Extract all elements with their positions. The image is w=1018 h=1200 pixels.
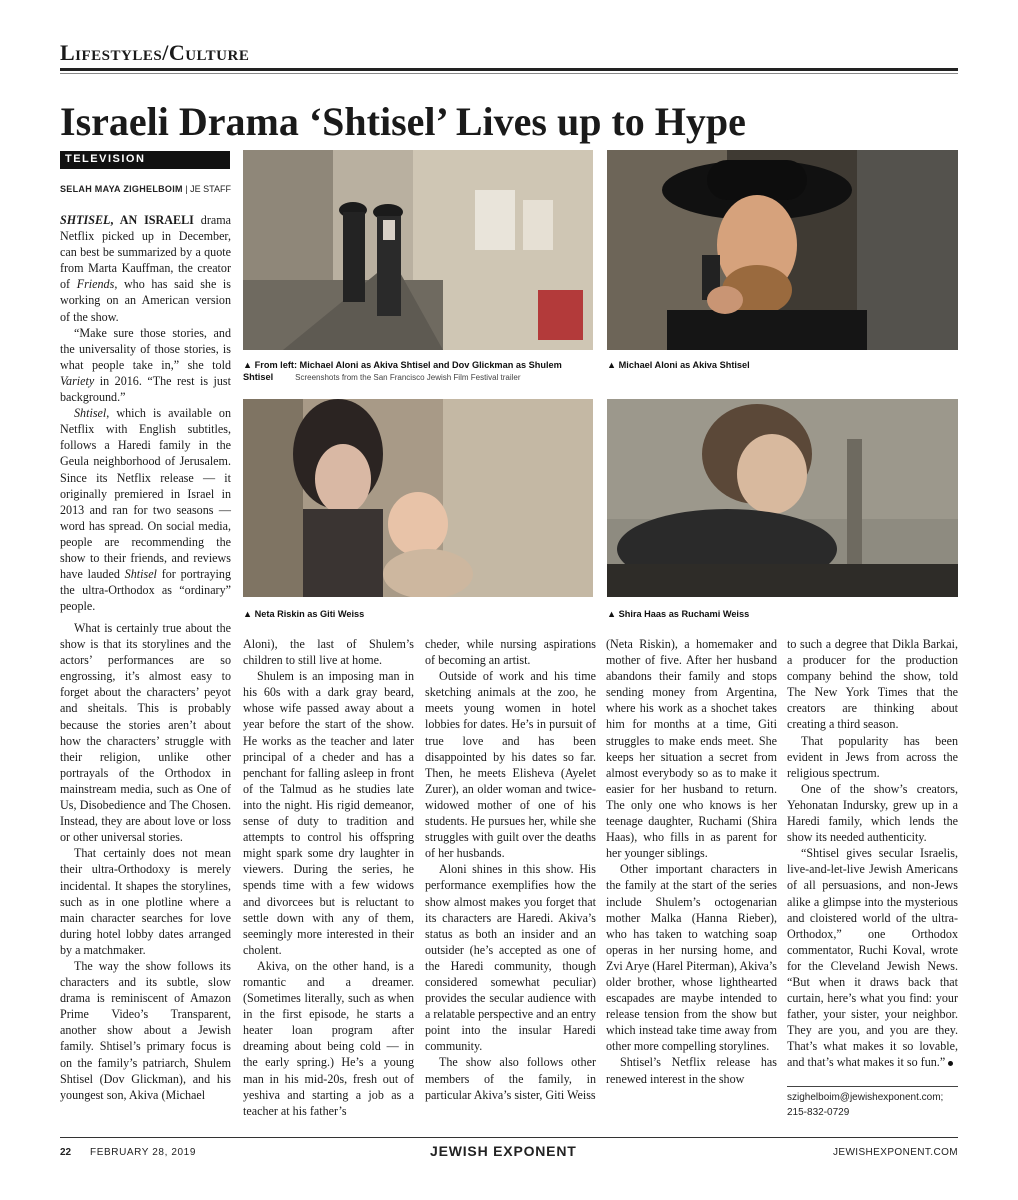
article-paragraph: Aloni shines in this show. His performance exemplifies how the show almost makes you forget that its characters are Haredi. Akiva’s status as both an insider and an outsider (he’s accepted as one of the Haredi community, though considered somewhat peculiar) provides the secular audience with a relatable perspective and an entry point into the insular Haredi community. <box>425 862 596 1054</box>
article-column-1-lower <box>60 620 231 1103</box>
headline: Israeli Drama ‘Shtisel’ Lives up to Hype <box>60 99 746 144</box>
page-number: 22 <box>60 1147 72 1158</box>
end-mark-icon <box>948 1061 953 1066</box>
article-paragraph: What is certainly true about the show is that its storylines and the actors’ performances are so engrossing, it’s almost easy to forget about the characters’ peyot and sheitals. This is probably because the stories aren’t about how the characters’ struggle with their religion, unlike other portrayals of the Orthodox in mainstream media, such as One of Us, Disobedience and The Chosen. Instead, they are about love or loss or other universal stories. <box>60 621 231 845</box>
article-paragraph: Other important characters in the family at the start of the series include Shulem’s octogenarian mother Malka (Hanna Rieber), who has taken to watching soap operas in her nursing home, and Zvi Arye (Harel Piterman), Akiva’s older brother, whose lighthearted escapades are maybe intended to release tension from the show but which instead take time away from other more compelling storylines. <box>606 862 777 1054</box>
article-paragraph: (Neta Riskin), a homemaker and mother of five. After her husband abandons their family and stops sending money from Argentina, where his work as a shochet takes him for months at a time, Giti struggles to make ends meet. She keeps her situation a secret from almost everybody so as to make it easier for her husband to return. The only one who knows is her teenage daughter, Ruchami (Shira Haas), who fills in as parent for her younger siblings. <box>606 637 777 861</box>
article-paragraph: The way the show follows its characters and its subtle, slow drama is reminiscent of Amazon Prime Video’s Transparent, another show about a Jewish family. Shtisel’s primary focus is on the family’s patriarch, Shulem Shtisel (Dov Glickman), and his youngest son, Akiva (Michael <box>60 958 231 1102</box>
article-paragraph: One of the show’s creators, Yehonatan Indursky, grew up in a Haredi family, which lends the show its needed authenticity. <box>787 781 958 845</box>
photo-credit: Screenshots from the San Francisco Jewish Film Festival trailer <box>295 373 521 382</box>
photo-man-on-phone <box>607 150 958 350</box>
author-name: SELAH MAYA ZIGHELBOIM <box>60 184 183 194</box>
photo-caption: ▲ Michael Aloni as Akiva Shtisel <box>607 360 750 370</box>
article-paragraph: Outside of work and his time sketching animals at the zoo, he meets young women in hotel lobbies for dates. He’s in pursuit of true love and has been disappointed by his dates so far. Then, he meets Elisheva (Ayelet Zurer), an older woman and twice-widowed mother of one of his students. He pursues her, while she struggles with guilt over the deaths of her husbands. <box>425 669 596 861</box>
photo-two-men-walking-stairs <box>243 150 593 350</box>
article-column-5 <box>787 636 958 1071</box>
article-paragraph: cheder, while nursing aspirations of becoming an artist. <box>425 637 596 668</box>
footer-rule <box>60 1137 958 1138</box>
article-column-4 <box>606 636 777 1087</box>
article-paragraph: Aloni), the last of Shulem’s children to still live at home. <box>243 637 414 668</box>
publication-name: JEWISH EXPONENT <box>430 1143 577 1159</box>
photo-girl-resting-head <box>607 399 958 597</box>
article-paragraph: “Shtisel gives secular Israelis, live-and-let-live Jewish Americans of all persuasions, and non-Jews alike a glimpse into the mysterious and cloistered world of the ultra-Orthodox,” one Orthodox commentator, Ruchi Koval, wrote for the Cleveland Jewish News. “But when it draws back that curtain, here’s what you find: your father, your sister, your neighbor. They are you, and you are they. That’s what makes it so lovable, and that’s what makes it so fun.” <box>787 846 958 1070</box>
article-paragraph: to such a degree that Dikla Barkai, a producer for the production company behind the show, told The New York Times that the creators are thinking about creating a third season. <box>787 637 958 732</box>
byline-separator: | <box>182 184 191 194</box>
article-paragraph: “Make sure those stories, and the universality of those stories, is what people take in,” she told Variety in 2016. “The rest is just background.” <box>60 325 231 405</box>
article-paragraph: Shtisel’s Netflix release has renewed interest in the show <box>606 1055 777 1086</box>
section-rule <box>60 68 958 71</box>
article-paragraph: That certainly does not mean their ultra-Orthodoxy is merely incidental. It shapes the storylines, such as in one plotline where a main character searches for love during hotel lobby dates arranged by a matchmaker. <box>60 846 231 957</box>
publication-website[interactable]: JEWISHEXPONENT.COM <box>833 1147 958 1158</box>
section-rule-thin <box>60 73 958 74</box>
article-column-2 <box>243 636 414 1119</box>
category-tag: TELEVISION <box>60 151 230 169</box>
photo-caption: ▲ From left: Michael Aloni as Akiva Shtisel and Dov Glickman as Shulem Shtisel Screenshots from the San Francisco Jewish Film Festival trailer <box>243 360 562 382</box>
author-phone: 215-832-0729 <box>787 1107 850 1118</box>
author-email[interactable]: szighelboim@jewishexponent.com; <box>787 1092 944 1103</box>
article-paragraph: That popularity has been evident in Jews from across the religious spectrum. <box>787 733 958 780</box>
contact-rule <box>787 1086 958 1087</box>
section-heading: Lifestyles/Culture <box>60 40 250 65</box>
article-paragraph: The show also follows other members of the family, in particular Akiva’s sister, Giti Weiss <box>425 1055 596 1102</box>
author-role: JE STAFF <box>190 184 231 194</box>
article-column-3 <box>425 636 596 1103</box>
photo-caption: ▲ Neta Riskin as Giti Weiss <box>243 609 365 619</box>
author-contact <box>787 1090 943 1120</box>
byline <box>60 184 231 194</box>
article-paragraph: Akiva, on the other hand, is a romantic and a dreamer. (Sometimes literally, such as when in the first episode, he starts a heater loan program after dreaming about being cold — in the early spring.) He’s a young man in his mid-20s, fresh out of yeshiva and starting a job as a teacher at his father’s <box>243 958 414 1118</box>
photo-caption: ▲ Shira Haas as Ruchami Weiss <box>607 609 750 619</box>
issue-date: FEBRUARY 28, 2019 <box>90 1147 196 1158</box>
article-paragraph: Shtisel, which is available on Netflix with English subtitles, follows a Haredi family in the Geula neighborhood of Jerusalem. Since its Netflix release — it originally premiered in Israel in 2013 and ran for two seasons — word has spread. On social media, people are recommending the show to their friends, and reviews have lauded Shtisel for portraying the ultra-Orthodox as “ordinary” people. <box>60 406 231 614</box>
article-column-1 <box>60 212 231 614</box>
photo-woman-holding-baby <box>243 399 593 597</box>
article-paragraph: SHTISEL, AN ISRAELI drama Netflix picked up in December, can best be summarized by a quote from Marta Kauffman, the creator of Friends, who has said she is working on an American version of the show. <box>60 213 231 324</box>
article-paragraph: Shulem is an imposing man in his 60s with a dark gray beard, whose wife passed away about a year before the start of the show. He works as the teacher and later principal of a cheder and has a penchant for falling asleep in front of the Talmud as he studies late into the night. His rigid demeanor, sense of duty to tradition and attempts to control his offspring might spark some dry laughter in viewers. During the series, he spends time with a few widows and divorcees but is reluctant to settle down with any of them, seemingly more interested in their cholent. <box>243 669 414 957</box>
